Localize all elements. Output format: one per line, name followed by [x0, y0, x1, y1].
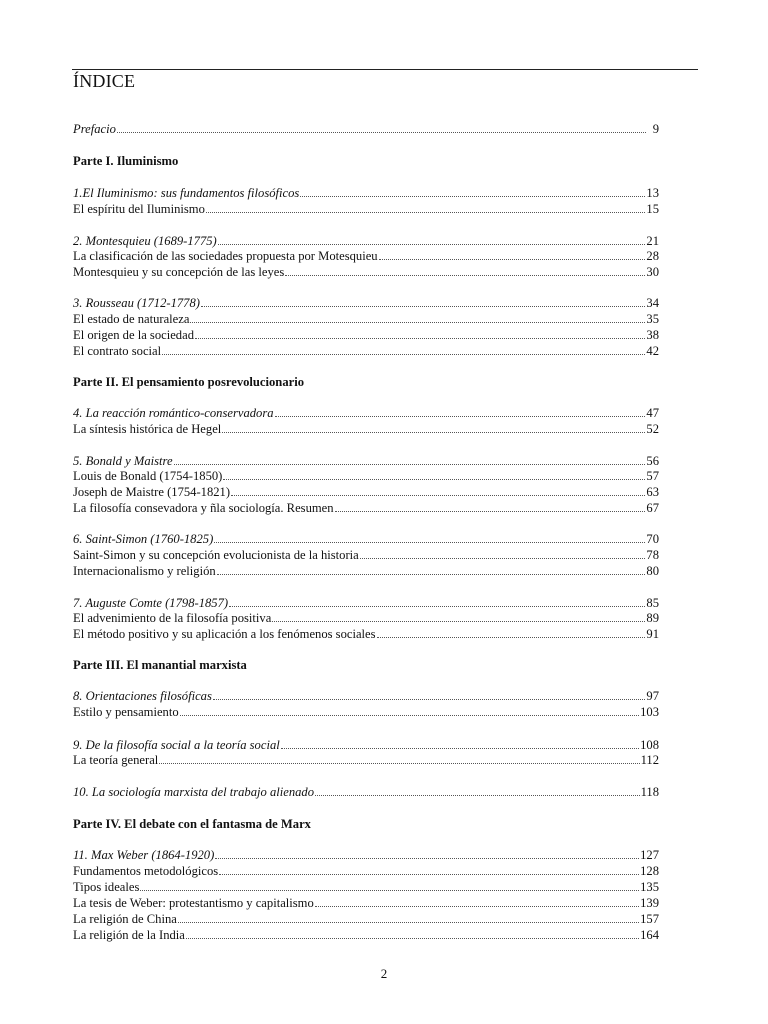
toc-section-entry — [73, 421, 659, 437]
toc-entry-label: Internacionalismo y religión — [73, 564, 216, 578]
toc-section-entry — [73, 927, 659, 943]
toc-entry-label: Saint-Simon y su concepción evolucionista de la historia — [73, 548, 359, 562]
toc-section-entry — [73, 248, 659, 264]
dot-leader — [379, 258, 646, 260]
toc-entry-label: La tesis de Weber: protestantismo y capitalismo — [73, 896, 314, 910]
toc-entry-label: El origen de la sociedad — [73, 328, 194, 342]
toc-chapter-entry — [73, 784, 659, 800]
toc-entry-label: Fundamentos metodológicos — [73, 864, 219, 878]
toc-entry-label: La síntesis histórica de Hegel — [73, 422, 222, 436]
toc-chapter-entry — [73, 453, 659, 469]
toc-entry-label: 11. Max Weber (1864-1920) — [73, 848, 215, 862]
toc-chapter-entry — [73, 121, 659, 137]
toc-entry-label: La religión de la India — [73, 928, 185, 942]
toc-entry-page: 67 — [646, 501, 659, 515]
toc-entry-label: Tipos ideales — [73, 880, 140, 894]
toc-entry-page: 103 — [640, 705, 659, 719]
dot-leader — [162, 353, 645, 355]
toc-section-entry — [73, 911, 659, 927]
toc-entry-label: El método positivo y su aplicación a los fenómenos sociales — [73, 627, 376, 641]
dot-leader — [360, 557, 646, 559]
dot-leader — [315, 905, 639, 907]
toc-entry-page: 157 — [640, 912, 659, 926]
toc-part-heading: Parte I. Iluminismo — [73, 154, 179, 168]
toc-section-entry — [73, 327, 659, 343]
dot-leader — [222, 431, 645, 433]
dot-leader — [281, 747, 639, 749]
dot-leader — [201, 305, 645, 307]
toc-entry-page: 78 — [646, 548, 659, 562]
dot-leader — [285, 274, 645, 276]
toc-part-heading: Parte III. El manantial marxista — [73, 658, 247, 672]
dot-leader — [178, 921, 639, 923]
toc-entry-label: 9. De la filosofía social a la teoría social — [73, 738, 280, 752]
dot-leader — [229, 605, 645, 607]
toc-entry-page: 15 — [646, 202, 659, 216]
toc-section-entry — [73, 879, 659, 895]
toc-entry-page: 63 — [646, 485, 659, 499]
toc-entry-label: Estilo y pensamiento — [73, 705, 179, 719]
toc-entry-page: 80 — [646, 564, 659, 578]
toc-entry-page: 89 — [646, 611, 659, 625]
dot-leader — [186, 937, 639, 939]
toc-entry-label: La clasificación de las sociedades propuesta por Motesquieu — [73, 249, 378, 263]
toc-entry-page: 47 — [646, 406, 659, 420]
toc-entry-label: 10. La sociología marxista del trabajo alienado — [73, 785, 315, 799]
dot-leader — [231, 494, 645, 496]
toc-entry-page: 52 — [646, 422, 659, 436]
toc-entry-page: 56 — [646, 454, 659, 468]
toc-chapter-entry — [73, 595, 659, 611]
toc-chapter-entry — [73, 405, 659, 421]
dot-leader — [217, 573, 646, 575]
toc-section-entry — [73, 610, 659, 626]
dot-leader — [275, 415, 646, 417]
toc-entry-label: La religión de China — [73, 912, 177, 926]
toc-section-entry — [73, 343, 659, 359]
toc-chapter-entry — [73, 531, 659, 547]
toc-entry-label: 1.El Iluminismo: sus fundamentos filosóficos — [73, 186, 300, 200]
toc-entry-page: 21 — [646, 234, 659, 248]
dot-leader — [159, 762, 639, 764]
toc-entry-page: 97 — [646, 689, 659, 703]
toc-entry-page: 70 — [646, 532, 659, 546]
dot-leader — [117, 131, 646, 133]
toc-entry-page: 30 — [646, 265, 659, 279]
toc-entry-page: 28 — [646, 249, 659, 263]
toc-entry-label: 6. Saint-Simon (1760-1825) — [73, 532, 214, 546]
dot-leader — [377, 636, 646, 638]
toc-part-heading: Parte II. El pensamiento posrevolucionario — [73, 375, 304, 389]
dot-leader — [140, 889, 639, 891]
toc-entry-page: 135 — [640, 880, 659, 894]
toc-entry-label: 2. Montesquieu (1689-1775) — [73, 234, 217, 248]
toc-entry-label: Joseph de Maistre (1754-1821) — [73, 485, 231, 499]
dot-leader — [272, 620, 645, 622]
toc-section-entry — [73, 484, 659, 500]
toc-section-entry — [73, 895, 659, 911]
toc-entry-page: 128 — [640, 864, 659, 878]
toc-entry-page: 35 — [646, 312, 659, 326]
toc-section-entry — [73, 468, 659, 484]
dot-leader — [213, 698, 646, 700]
dot-leader — [315, 794, 640, 796]
toc-entry-label: La filosofía consevadora y ñla sociología. Resumen — [73, 501, 334, 515]
toc-entry-label: El contrato social — [73, 344, 162, 358]
toc-chapter-entry — [73, 295, 659, 311]
toc-entry-page: 34 — [646, 296, 659, 310]
toc-entry-page: 127 — [640, 848, 659, 862]
toc-entry-label: 8. Orientaciones filosóficas — [73, 689, 212, 703]
toc-section-entry — [73, 704, 659, 720]
toc-chapter-entry — [73, 737, 659, 753]
dot-leader — [223, 478, 645, 480]
toc-entry-page: 9 — [652, 122, 659, 136]
dot-leader — [300, 195, 645, 197]
toc-section-entry — [73, 863, 659, 879]
toc-entry-label: Louis de Bonald (1754-1850) — [73, 469, 223, 483]
toc-entry-page: 118 — [640, 785, 659, 799]
toc-section-entry — [73, 752, 659, 768]
toc-entry-page: 91 — [646, 627, 659, 641]
toc-section-entry — [73, 563, 659, 579]
toc-section-entry — [73, 500, 659, 516]
toc-chapter-entry — [73, 847, 659, 863]
toc-entry-page: 139 — [640, 896, 659, 910]
toc-entry-label: 5. Bonald y Maistre — [73, 454, 173, 468]
toc-section-entry — [73, 201, 659, 217]
toc-entry-page: 108 — [640, 738, 659, 752]
toc-entry-label: Prefacio — [73, 122, 116, 136]
dot-leader — [180, 714, 639, 716]
dot-leader — [215, 857, 639, 859]
toc-entry-label: Montesquieu y su concepción de las leyes — [73, 265, 285, 279]
toc-entry-label: El espíritu del Iluminismo — [73, 202, 205, 216]
toc-entry-label: 7. Auguste Comte (1798-1857) — [73, 596, 229, 610]
dot-leader — [219, 873, 639, 875]
toc-entry-page: 57 — [646, 469, 659, 483]
toc-section-entry — [73, 311, 659, 327]
top-rule — [72, 69, 698, 70]
toc-part-heading: Parte IV. El debate con el fantasma de Marx — [73, 817, 311, 831]
toc-entry-page: 13 — [646, 186, 659, 200]
toc-entry-label: El advenimiento de la filosofía positiva — [73, 611, 272, 625]
toc-entry-label: La teoría general — [73, 753, 159, 767]
dot-leader — [195, 337, 645, 339]
dot-leader — [214, 541, 645, 543]
toc-entry-page: 42 — [646, 344, 659, 358]
page-title: ÍNDICE — [73, 71, 136, 91]
toc-entry-label: 3. Rousseau (1712-1778) — [73, 296, 200, 310]
toc-section-entry — [73, 547, 659, 563]
toc-section-entry — [73, 264, 659, 280]
toc-entry-label: El estado de naturaleza — [73, 312, 190, 326]
dot-leader — [335, 510, 646, 512]
dot-leader — [174, 463, 646, 465]
dot-leader — [190, 321, 645, 323]
page-number: 2 — [380, 966, 388, 981]
toc-chapter-entry — [73, 688, 659, 704]
toc-entry-page: 164 — [640, 928, 659, 942]
toc-entry-page: 38 — [646, 328, 659, 342]
toc-entry-page: 85 — [646, 596, 659, 610]
toc-entry-page: 112 — [640, 753, 659, 767]
toc-chapter-entry — [73, 233, 659, 249]
toc-section-entry — [73, 626, 659, 642]
toc-entry-label: 4. La reacción romántico-conservadora — [73, 406, 274, 420]
dot-leader — [206, 211, 646, 213]
dot-leader — [218, 243, 646, 245]
toc-chapter-entry — [73, 185, 659, 201]
